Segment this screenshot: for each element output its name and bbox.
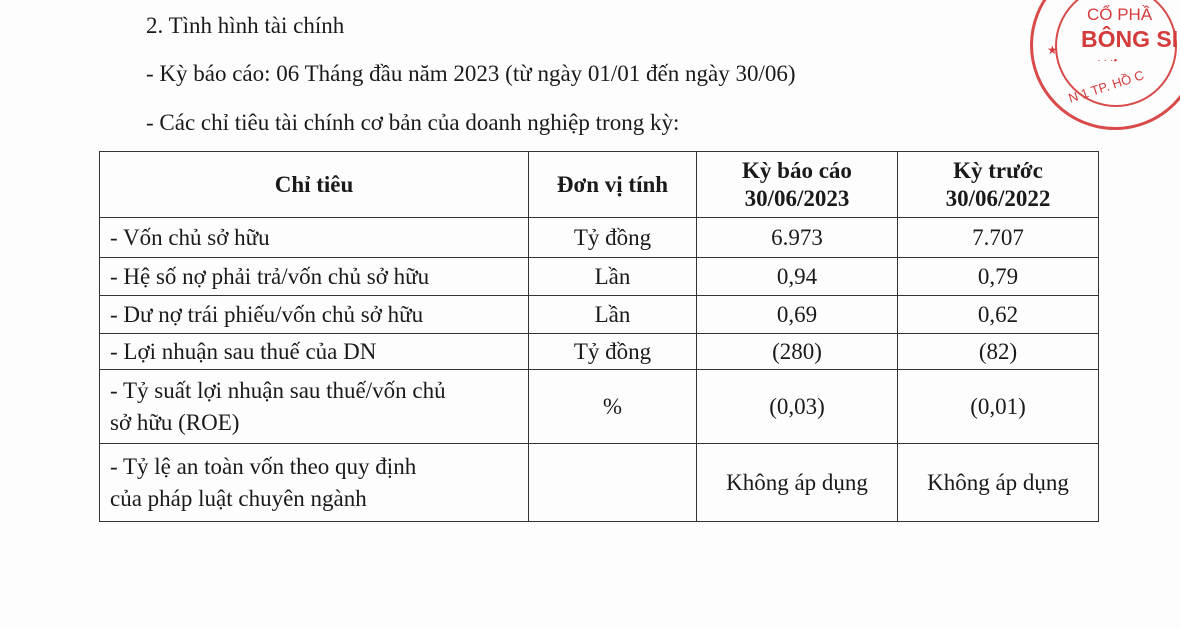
- table-row: [100, 370, 1099, 444]
- current-value-cell: 0,69: [697, 296, 898, 334]
- indicator-cell: [100, 444, 529, 522]
- header-prior-label: Kỳ trước: [953, 157, 1043, 183]
- indicator-line-2: của pháp luật chuyên ngành: [110, 485, 367, 511]
- unit-cell: Tỷ đồng: [529, 218, 697, 258]
- indicator-cell: - Dư nợ trái phiếu/vốn chủ sở hữu: [100, 296, 529, 334]
- header-current-label: Kỳ báo cáo: [742, 157, 852, 183]
- indicator-line-1: - Tỷ suất lợi nhuận sau thuế/vốn chủ: [110, 377, 446, 403]
- table-row: [100, 258, 1099, 296]
- unit-cell: %: [529, 370, 697, 444]
- prior-value-cell: 0,79: [898, 258, 1099, 296]
- current-value-cell: (0,03): [697, 370, 898, 444]
- prior-value-cell: 0,62: [898, 296, 1099, 334]
- current-value-cell: 0,94: [697, 258, 898, 296]
- indicator-line-1: - Tỷ lệ an toàn vốn theo quy định: [110, 453, 417, 479]
- unit-cell: Lần: [529, 296, 697, 334]
- company-seal-stamp: [1030, 0, 1180, 130]
- unit-cell: [529, 444, 697, 522]
- header-unit: Đơn vị tính: [529, 152, 697, 218]
- unit-cell: Tỷ đồng: [529, 334, 697, 370]
- reporting-period: - Kỳ báo cáo: 06 Tháng đầu năm 2023 (từ ngày 01/01 đến ngày 30/06): [146, 61, 796, 86]
- table-row: [100, 444, 1099, 522]
- table-row: [100, 296, 1099, 334]
- indicator-cell: - Hệ số nợ phải trả/vốn chủ sở hữu: [100, 258, 529, 296]
- section-heading: 2. Tình hình tài chính: [146, 13, 345, 38]
- prior-value-cell: Không áp dụng: [898, 444, 1099, 522]
- seal-text-line-2: BÔNG SI: [1081, 26, 1179, 52]
- seal-star-icon: ★: [1047, 43, 1058, 57]
- table-row: [100, 218, 1099, 258]
- indicator-line-2: sở hữu (ROE): [110, 409, 240, 435]
- table-header-row: [100, 152, 1099, 218]
- seal-text-line-3: N 1 TP. HỒ C: [1066, 67, 1146, 106]
- unit-cell: Lần: [529, 258, 697, 296]
- header-current-date: 30/06/2023: [744, 185, 850, 211]
- header-prior-date: 30/06/2022: [945, 185, 1051, 211]
- prior-value-cell: 7.707: [898, 218, 1099, 258]
- financial-indicators-table: [99, 151, 1099, 522]
- header-current-period: [697, 152, 898, 218]
- header-prior-period: [898, 152, 1099, 218]
- indicator-cell: [100, 370, 529, 444]
- seal-text-line-1: CỔ PHẦ: [1087, 5, 1153, 24]
- indicator-cell: - Vốn chủ sở hữu: [100, 218, 529, 258]
- indicator-cell: - Lợi nhuận sau thuế của DN: [100, 334, 529, 370]
- prior-value-cell: (82): [898, 334, 1099, 370]
- prior-value-cell: (0,01): [898, 370, 1099, 444]
- seal-dots: · · ·•: [1097, 55, 1118, 67]
- current-value-cell: 6.973: [697, 218, 898, 258]
- current-value-cell: (280): [697, 334, 898, 370]
- table-intro: - Các chỉ tiêu tài chính cơ bản của doanh nghiệp trong kỳ:: [146, 110, 680, 135]
- table-row: [100, 334, 1099, 370]
- current-value-cell: Không áp dụng: [697, 444, 898, 522]
- header-indicator: Chỉ tiêu: [100, 152, 529, 218]
